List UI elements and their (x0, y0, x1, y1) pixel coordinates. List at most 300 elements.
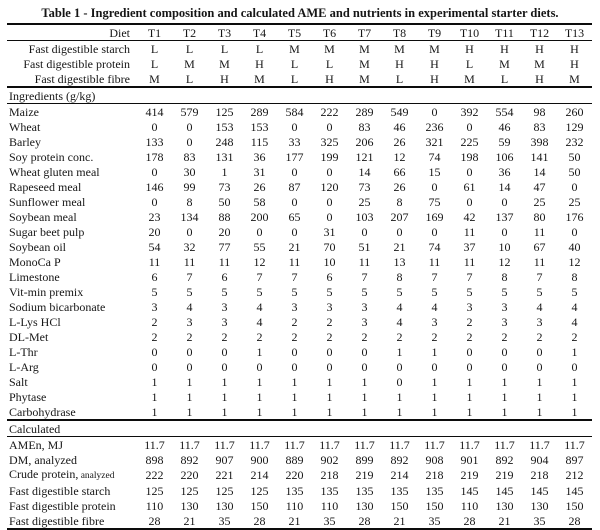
data-cell: 904 (530, 452, 549, 467)
data-cell: 214 (390, 468, 409, 482)
data-cell: 129 (565, 119, 584, 134)
data-cell: 1 (431, 374, 438, 389)
data-cell: 11 (288, 254, 301, 269)
level-cell: H (570, 41, 579, 56)
level-cell: M (359, 41, 370, 56)
data-cell: 11.7 (284, 437, 305, 452)
data-cell: 0 (186, 134, 193, 149)
data-cell: 35 (533, 513, 546, 528)
table-row (7, 452, 592, 467)
data-cell: 59 (498, 134, 511, 149)
data-cell: 6 (326, 269, 333, 284)
data-cell: 135 (320, 483, 339, 498)
data-cell: 46 (393, 119, 406, 134)
data-cell: 145 (530, 483, 549, 498)
data-cell: 26 (393, 179, 406, 194)
data-cell: 0 (466, 164, 473, 179)
row-label: Wheat gluten meal (9, 164, 100, 179)
data-cell: 115 (250, 134, 269, 149)
data-cell: 7 (466, 269, 473, 284)
data-cell: 7 (256, 269, 263, 284)
level-cell: L (325, 56, 334, 71)
data-cell: 177 (285, 149, 304, 164)
table-row (7, 164, 592, 179)
row-label: DL-Met (9, 329, 49, 344)
data-cell: 1 (571, 404, 578, 419)
data-cell: 11.7 (529, 437, 550, 452)
data-cell: 2 (396, 329, 403, 344)
data-cell: 0 (571, 224, 578, 239)
data-cell: 897 (565, 452, 584, 467)
data-cell: 0 (361, 224, 368, 239)
data-cell: 70 (323, 239, 336, 254)
data-cell: 0 (431, 224, 438, 239)
data-cell: 130 (355, 498, 374, 513)
data-cell: 0 (291, 194, 298, 209)
data-cell: 0 (326, 209, 333, 224)
data-cell: 2 (186, 329, 193, 344)
data-cell: 6 (221, 269, 228, 284)
data-cell: 1 (431, 404, 438, 419)
data-cell: 8 (396, 194, 403, 209)
data-cell: 77 (218, 239, 231, 254)
data-cell: 67 (533, 239, 546, 254)
data-cell: 392 (460, 104, 479, 119)
data-cell: 1 (466, 389, 473, 404)
data-cell: 51 (358, 239, 371, 254)
data-cell: 5 (291, 284, 298, 299)
table-row (7, 179, 592, 194)
data-cell: 0 (186, 344, 193, 359)
data-cell: 3 (501, 314, 508, 329)
data-cell: 30 (183, 164, 196, 179)
data-cell: 584 (285, 104, 304, 119)
data-cell: 1 (221, 404, 228, 419)
data-cell: 206 (355, 134, 374, 149)
data-cell: 0 (326, 119, 333, 134)
column-header: T3 (217, 25, 232, 40)
row-label: Limestone (9, 269, 60, 284)
table-row (7, 269, 592, 284)
data-cell: 2 (326, 314, 333, 329)
data-cell: 83 (533, 119, 546, 134)
data-cell: 1 (221, 164, 228, 179)
data-cell: 0 (291, 119, 298, 134)
data-cell: 908 (425, 452, 444, 467)
level-cell: M (254, 71, 265, 86)
data-cell: 1 (291, 374, 298, 389)
data-cell: 4 (256, 314, 263, 329)
data-cell: 11.7 (424, 437, 445, 452)
data-cell: 892 (180, 452, 199, 467)
data-cell: 0 (501, 359, 508, 374)
data-cell: 153 (215, 119, 234, 134)
data-cell: 0 (571, 359, 578, 374)
row-label: Sodium bicarbonate (9, 299, 106, 314)
data-cell: 4 (256, 299, 263, 314)
data-cell: 11 (428, 254, 441, 269)
column-header: T8 (392, 25, 407, 40)
data-cell: 26 (253, 179, 266, 194)
data-cell: 554 (495, 104, 514, 119)
data-cell: 1 (536, 389, 543, 404)
row-label: Crude protein, analyzed (9, 467, 115, 481)
data-cell: 1 (326, 389, 333, 404)
data-cell: 892 (390, 452, 409, 467)
data-cell: 900 (250, 452, 269, 467)
row-label: Vit-min premix (9, 284, 84, 299)
data-cell: 80 (533, 209, 546, 224)
data-cell: 40 (568, 239, 581, 254)
data-cell: 28 (568, 513, 581, 528)
data-cell: 110 (320, 498, 339, 513)
data-cell: 130 (495, 498, 514, 513)
data-cell: 225 (460, 134, 479, 149)
data-cell: 549 (390, 104, 409, 119)
data-cell: 1 (396, 344, 403, 359)
data-cell: 0 (501, 224, 508, 239)
data-cell: 31 (323, 224, 336, 239)
data-cell: 0 (431, 359, 438, 374)
table-row (7, 483, 592, 498)
data-cell: 120 (320, 179, 339, 194)
data-cell: 236 (425, 119, 444, 134)
table-row (7, 329, 592, 344)
data-cell: 121 (355, 149, 374, 164)
level-row (7, 56, 592, 71)
data-cell: 1 (361, 404, 368, 419)
data-cell: 145 (565, 483, 584, 498)
level-cell: M (289, 41, 300, 56)
data-cell: 892 (495, 452, 514, 467)
data-cell: 58 (253, 194, 266, 209)
data-cell: 12 (568, 254, 581, 269)
data-cell: 35 (323, 513, 336, 528)
level-cell: L (465, 56, 474, 71)
data-cell: 218 (320, 468, 339, 482)
data-cell: 1 (361, 389, 368, 404)
data-cell: 21 (393, 239, 406, 254)
data-cell: 15 (428, 164, 441, 179)
data-cell: 46 (498, 119, 511, 134)
data-cell: 0 (256, 224, 263, 239)
row-label: MonoCa P (9, 254, 61, 269)
data-cell: 4 (396, 314, 403, 329)
data-cell: 1 (431, 389, 438, 404)
data-cell: 0 (361, 344, 368, 359)
table-row (7, 224, 592, 239)
data-cell: 1 (466, 374, 473, 389)
data-cell: 4 (571, 299, 578, 314)
level-cell: M (429, 41, 440, 56)
data-cell: 2 (361, 329, 368, 344)
data-cell: 2 (221, 329, 228, 344)
data-cell: 198 (460, 149, 479, 164)
data-cell: 47 (533, 179, 546, 194)
data-cell: 130 (215, 498, 234, 513)
data-cell: 2 (466, 329, 473, 344)
data-cell: 110 (460, 498, 479, 513)
data-cell: 26 (393, 134, 406, 149)
data-cell: 5 (536, 284, 543, 299)
data-cell: 74 (428, 149, 441, 164)
data-cell: 10 (498, 239, 511, 254)
data-cell: 1 (186, 389, 193, 404)
data-cell: 1 (501, 389, 508, 404)
data-cell: 0 (361, 359, 368, 374)
data-cell: 11 (358, 254, 371, 269)
data-cell: 11 (463, 224, 476, 239)
data-cell: 10 (323, 254, 336, 269)
data-cell: 98 (533, 104, 546, 119)
level-cell: L (255, 41, 264, 56)
data-cell: 5 (466, 284, 473, 299)
data-cell: 23 (148, 209, 161, 224)
data-cell: 0 (466, 344, 473, 359)
data-cell: 4 (431, 299, 438, 314)
data-cell: 141 (530, 149, 549, 164)
data-cell: 3 (221, 314, 228, 329)
data-cell: 260 (565, 104, 584, 119)
level-cell: L (150, 41, 159, 56)
column-header: T5 (287, 25, 302, 40)
data-cell: 4 (396, 299, 403, 314)
data-cell: 579 (180, 104, 199, 119)
level-cell: L (395, 71, 404, 86)
data-cell: 35 (428, 513, 441, 528)
data-cell: 0 (571, 179, 578, 194)
data-cell: 11.7 (459, 437, 480, 452)
data-cell: 36 (253, 149, 266, 164)
data-cell: 1 (501, 404, 508, 419)
data-cell: 1 (256, 389, 263, 404)
data-cell: 5 (571, 284, 578, 299)
data-cell: 898 (145, 452, 164, 467)
table-row (7, 389, 592, 404)
data-cell: 35 (218, 513, 231, 528)
data-cell: 0 (151, 194, 158, 209)
data-cell: 5 (256, 284, 263, 299)
data-cell: 11 (183, 254, 196, 269)
data-cell: 1 (291, 404, 298, 419)
table-row (7, 134, 592, 149)
data-cell: 11 (148, 254, 161, 269)
data-cell: 7 (291, 269, 298, 284)
row-label: L-Lys HCl (9, 314, 61, 329)
data-cell: 178 (145, 149, 164, 164)
data-cell: 110 (145, 498, 164, 513)
row-label: Soybean oil (9, 239, 66, 254)
data-cell: 135 (390, 483, 409, 498)
data-cell: 889 (285, 452, 304, 467)
level-cell: H (430, 56, 439, 71)
data-cell: 14 (358, 164, 371, 179)
data-cell: 0 (466, 359, 473, 374)
data-cell: 0 (396, 374, 403, 389)
data-cell: 321 (425, 134, 444, 149)
data-cell: 37 (463, 239, 476, 254)
column-header: T10 (459, 25, 480, 40)
data-cell: 0 (291, 359, 298, 374)
table-row (7, 209, 592, 224)
level-cell: M (394, 41, 405, 56)
data-cell: 3 (431, 314, 438, 329)
level-cell: M (324, 41, 335, 56)
level-cell: M (359, 56, 370, 71)
data-cell: 11 (463, 254, 476, 269)
level-cell: H (395, 56, 404, 71)
data-cell: 0 (291, 164, 298, 179)
data-cell: 3 (361, 299, 368, 314)
data-cell: 0 (256, 359, 263, 374)
data-cell: 11.7 (494, 437, 515, 452)
level-cell: L (185, 71, 194, 86)
data-cell: 4 (571, 314, 578, 329)
data-cell: 222 (320, 104, 339, 119)
diet-label: Diet (109, 25, 130, 40)
column-header: T11 (495, 25, 514, 40)
data-cell: 25 (533, 194, 546, 209)
data-cell: 0 (151, 344, 158, 359)
data-cell: 125 (250, 483, 269, 498)
data-cell: 199 (320, 149, 339, 164)
data-cell: 13 (393, 254, 406, 269)
data-cell: 5 (326, 284, 333, 299)
data-cell: 134 (180, 209, 199, 224)
data-cell: 3 (221, 299, 228, 314)
data-cell: 0 (186, 119, 193, 134)
section-heading-row (7, 87, 592, 104)
data-cell: 4 (536, 299, 543, 314)
level-cell: H (465, 41, 474, 56)
data-cell: 135 (355, 483, 374, 498)
data-cell: 0 (536, 359, 543, 374)
data-cell: 1 (186, 404, 193, 419)
table-row (7, 374, 592, 389)
data-cell: 65 (288, 209, 301, 224)
row-label: Maize (9, 104, 39, 119)
level-row (7, 41, 592, 57)
data-cell: 907 (215, 452, 234, 467)
data-cell: 12 (253, 254, 266, 269)
column-header: T13 (564, 25, 585, 40)
data-cell: 75 (428, 194, 441, 209)
data-cell: 3 (151, 299, 158, 314)
data-cell: 1 (186, 374, 193, 389)
data-cell: 1 (466, 404, 473, 419)
column-header: T7 (357, 25, 372, 40)
table-row (7, 284, 592, 299)
level-cell: H (430, 71, 439, 86)
data-cell: 5 (396, 284, 403, 299)
row-label: DM, analyzed (9, 452, 77, 467)
level-cell: M (499, 56, 510, 71)
data-cell: 3 (536, 314, 543, 329)
data-cell: 88 (218, 209, 231, 224)
data-cell: 21 (393, 513, 406, 528)
data-cell: 8 (501, 269, 508, 284)
row-label: Carbohydrase (9, 404, 76, 419)
data-cell: 25 (568, 194, 581, 209)
table-row (7, 314, 592, 329)
data-cell: 146 (145, 179, 164, 194)
data-cell: 0 (221, 344, 228, 359)
data-cell: 11.7 (564, 437, 585, 452)
level-cell: M (464, 71, 475, 86)
diet-table (7, 23, 592, 530)
data-cell: 1 (361, 374, 368, 389)
row-label: Fast digestible fibre (34, 71, 130, 86)
data-cell: 125 (180, 483, 199, 498)
table-row (7, 194, 592, 209)
data-cell: 2 (151, 329, 158, 344)
data-cell: 50 (568, 164, 581, 179)
data-cell: 12 (393, 149, 406, 164)
data-cell: 1 (536, 404, 543, 419)
data-cell: 0 (501, 344, 508, 359)
level-cell: L (220, 41, 229, 56)
data-cell: 398 (530, 134, 549, 149)
data-cell: 137 (495, 209, 514, 224)
data-cell: 42 (463, 209, 476, 224)
data-cell: 2 (466, 314, 473, 329)
data-cell: 21 (183, 513, 196, 528)
section-heading-row (7, 420, 592, 437)
table-row (7, 119, 592, 134)
table-row (7, 437, 592, 453)
data-cell: 0 (326, 194, 333, 209)
data-cell: 5 (186, 284, 193, 299)
data-cell: 131 (215, 149, 234, 164)
data-cell: 3 (186, 314, 193, 329)
data-cell: 32 (183, 239, 196, 254)
level-cell: H (255, 56, 264, 71)
data-cell: 0 (326, 164, 333, 179)
data-cell: 125 (215, 483, 234, 498)
column-header: T9 (427, 25, 442, 40)
level-cell: M (534, 56, 545, 71)
data-cell: 14 (498, 179, 511, 194)
data-cell: 0 (396, 359, 403, 374)
row-label: Salt (9, 374, 28, 389)
data-cell: 207 (390, 209, 409, 224)
data-cell: 130 (180, 498, 199, 513)
column-header: T4 (252, 25, 267, 40)
data-cell: 50 (218, 194, 231, 209)
data-cell: 99 (183, 179, 196, 194)
data-cell: 901 (460, 452, 479, 467)
data-cell: 1 (501, 374, 508, 389)
row-label: Fast digestible starch (9, 483, 111, 498)
row-label: Barley (9, 134, 41, 149)
data-cell: 2 (501, 329, 508, 344)
data-cell: 1 (571, 389, 578, 404)
data-cell: 2 (431, 329, 438, 344)
data-cell: 7 (186, 269, 193, 284)
data-cell: 83 (183, 149, 196, 164)
data-cell: 11 (533, 224, 546, 239)
data-cell: 200 (250, 209, 269, 224)
level-cell: L (290, 56, 299, 71)
data-cell: 220 (180, 468, 199, 482)
data-cell: 5 (431, 284, 438, 299)
section-heading: Calculated (9, 421, 61, 436)
row-label: Fast digestible fibre (9, 513, 105, 528)
data-cell: 0 (326, 344, 333, 359)
column-header: T6 (322, 25, 337, 40)
data-cell: 6 (151, 269, 158, 284)
row-label: Fast digestible protein (9, 498, 116, 513)
